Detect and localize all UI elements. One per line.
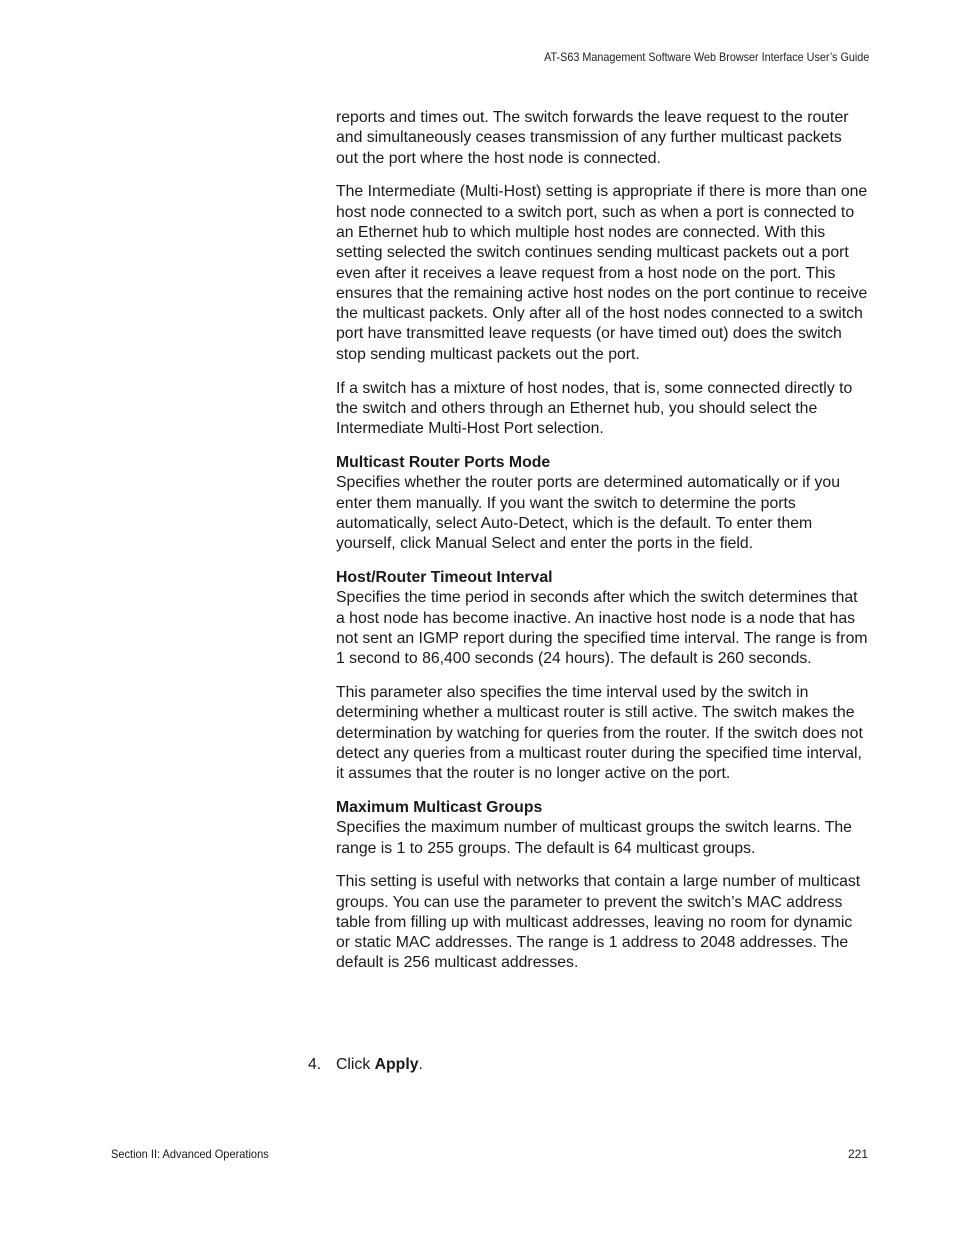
apply-label: Apply bbox=[374, 1056, 419, 1073]
step-suffix: . bbox=[418, 1056, 423, 1073]
paragraph-mixture-hosts: If a switch has a mixture of host nodes, that is, some connected directly to the switch and others through an Ethernet hub, you should select the Intermediate Multi-Host Port selection. bbox=[336, 379, 853, 438]
paragraph-leave-request: reports and times out. The switch forwards the leave request to the router and simultaneously ceases transmission of any further multicast packets out the port where the host node is connected. bbox=[336, 109, 849, 167]
heading-router-ports-mode: Multicast Router Ports Mode bbox=[336, 453, 551, 471]
step-number: 4. bbox=[308, 1056, 322, 1073]
paragraph-timeout-router: This parameter also specifies the time interval used by the switch in determining whether a multicast router is still active. The switch makes the determination by watching for queries from the router. If the switch does not detect any queries from a multicast router during the specified time interval, it assumes that the router is no longer active on the port. bbox=[336, 683, 863, 783]
paragraph-max-groups-usage: This setting is useful with networks that contain a large number of multicast groups. You can use the parameter to prevent the switch’s MAC address table from filling up with multicast addresses, leaving no room for dynamic or static MAC addresses. The range is 1 address to 2048 addresses. The default is 256 multicast addresses. bbox=[336, 873, 861, 972]
step-prefix: Click bbox=[336, 1056, 375, 1073]
page-number: 221 bbox=[847, 1147, 868, 1161]
step-apply bbox=[308, 1055, 423, 1075]
running-header: AT-S63 Management Software Web Browser Interface User’s Guide bbox=[543, 50, 869, 64]
paragraph-max-groups: Specifies the maximum number of multicast groups the switch learns. The range is 1 to 255 groups. The default is 64 multicast groups. bbox=[336, 819, 852, 857]
paragraph-timeout-interval: Specifies the time period in seconds after which the switch determines that a host node has become inactive. An inactive host node is a node that has not sent an IGMP report during the specified time interval. The range is from 1 second to 86,400 seconds (24 hours). The default is 260 seconds. bbox=[336, 589, 868, 668]
heading-max-groups: Maximum Multicast Groups bbox=[336, 798, 543, 816]
paragraph-router-ports-mode: Specifies whether the router ports are determined automatically or if you enter them manually. If you want the switch to determine the ports automatically, select Auto-Detect, which is the default. To enter them yourself, click Manual Select and enter the ports in the field. bbox=[336, 474, 840, 553]
heading-timeout-interval: Host/Router Timeout Interval bbox=[336, 568, 553, 586]
footer-section: Section II: Advanced Operations bbox=[111, 1147, 269, 1161]
body-content bbox=[336, 108, 868, 974]
paragraph-intermediate-setting: The Intermediate (Multi-Host) setting is appropriate if there is more than one host node connected to a switch port, such as when a port is connected to an Ethernet hub to which multiple host nodes are connected. With this setting selected the switch continues sending multicast packets out a port even after it receives a leave request from a host node on the port. This ensures that the remaining active host nodes on the port continue to receive the multicast packets. Only after all of the host nodes connected to a switch port have transmitted leave requests (or have timed out) does the switch stop sending multicast packets out the port. bbox=[336, 183, 868, 363]
